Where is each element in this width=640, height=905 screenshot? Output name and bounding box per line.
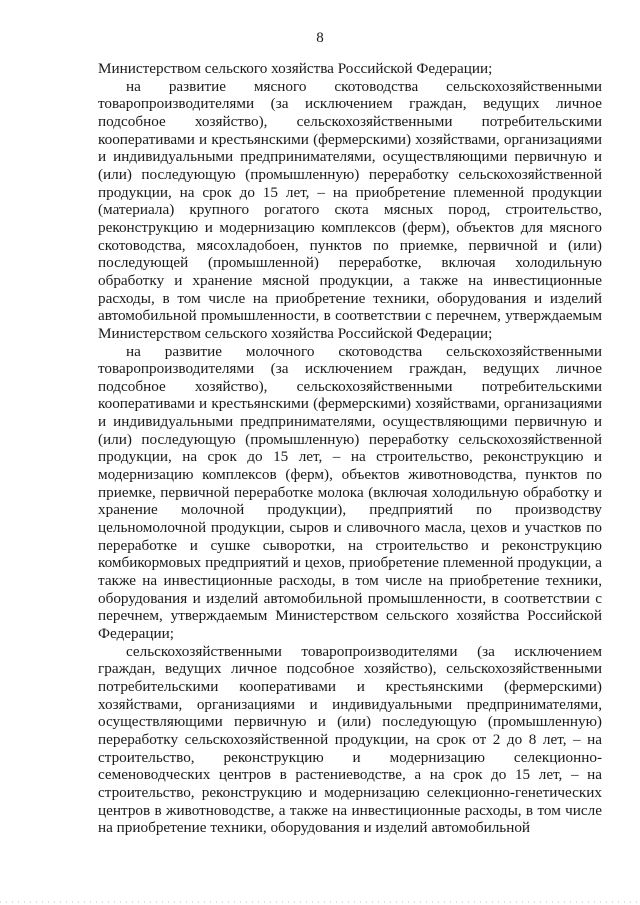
page-number: 8	[316, 30, 324, 46]
scan-artifact-line	[0, 897, 640, 905]
paragraph-2: на развитие мясного скотоводства сельскохозяйственными товаропроизводителями (за исключением граждан, ведущих личное подсобное хозяйство), сельскохозяйственными потребительскими кооперативами и крестьянскими (фермерскими) хозяйствами, организациями и индивидуальными предпринимателями, осуществляющими первичную и (или) последующую (промышленную) переработку сельскохозяйственной продукции, на срок до 15 лет, – на приобретение племенной продукции (материала) крупного рогатого скота мясных пород, строительство, реконструкцию и модернизацию комплексов (ферм), объектов для мясного скотоводства, мясохладобоен, пунктов по приемке, первичной и (или) последующей (промышленной) переработке, включая холодильную обработку и хранение мясной продукции, а также на инвестиционные расходы, в том числе на приобретение техники, оборудования и изделий автомобильной промышленности, в соответствии с перечнем, утверждаемым Министерством сельского хозяйства Российской Федерации;	[98, 77, 602, 342]
paragraph-4: сельскохозяйственными товаропроизводителями (за исключением граждан, ведущих личное подсобное хозяйство), сельскохозяйственными потребительскими кооперативами и крестьянскими (фермерскими) хозяйствами, организациями и индивидуальными предпринимателями, осуществляющими первичную и (или) последующую (промышленную) переработку сельскохозяйственной продукции, на срок от 2 до 8 лет, – на строительство, реконструкцию и модернизацию селекционно-семеноводческих центров в растениеводстве, а на срок до 15 лет, – на строительство, реконструкцию и модернизацию селекционно-генетических центров в животноводстве, а также на инвестиционные расходы, в том числе на приобретение техники, оборудования и изделий автомобильной	[98, 642, 602, 837]
paragraph-3: на развитие молочного скотоводства сельскохозяйственными товаропроизводителями (за исключением граждан, ведущих личное подсобное хозяйство), сельскохозяйственными потребительскими кооперативами и крестьянскими (фермерскими) хозяйствами, организациями и индивидуальными предпринимателями, осуществляющими первичную и (или) последующую (промышленную) переработку сельскохозяйственной продукции, на срок до 15 лет, – на строительство, реконструкцию и модернизацию комплексов (ферм), объектов животноводства, пунктов по приемке, первичной переработке молока (включая холодильную обработку и хранение молочной продукции), предприятий по производству цельномолочной продукции, сыров и сливочного масла, цехов и участков по переработке и сушке сыворотки, на строительство и реконструкцию комбикормовых предприятий и цехов, приобретение племенной продукции, а также на инвестиционные расходы, в том числе на приобретение техники, оборудования и изделий автомобильной промышленности, в соответствии с перечнем, утверждаемым Министерством сельского хозяйства Российской Федерации;	[98, 342, 602, 642]
body-text	[98, 60, 602, 837]
paragraph-1: Министерством сельского хозяйства Российской Федерации;	[98, 60, 493, 77]
